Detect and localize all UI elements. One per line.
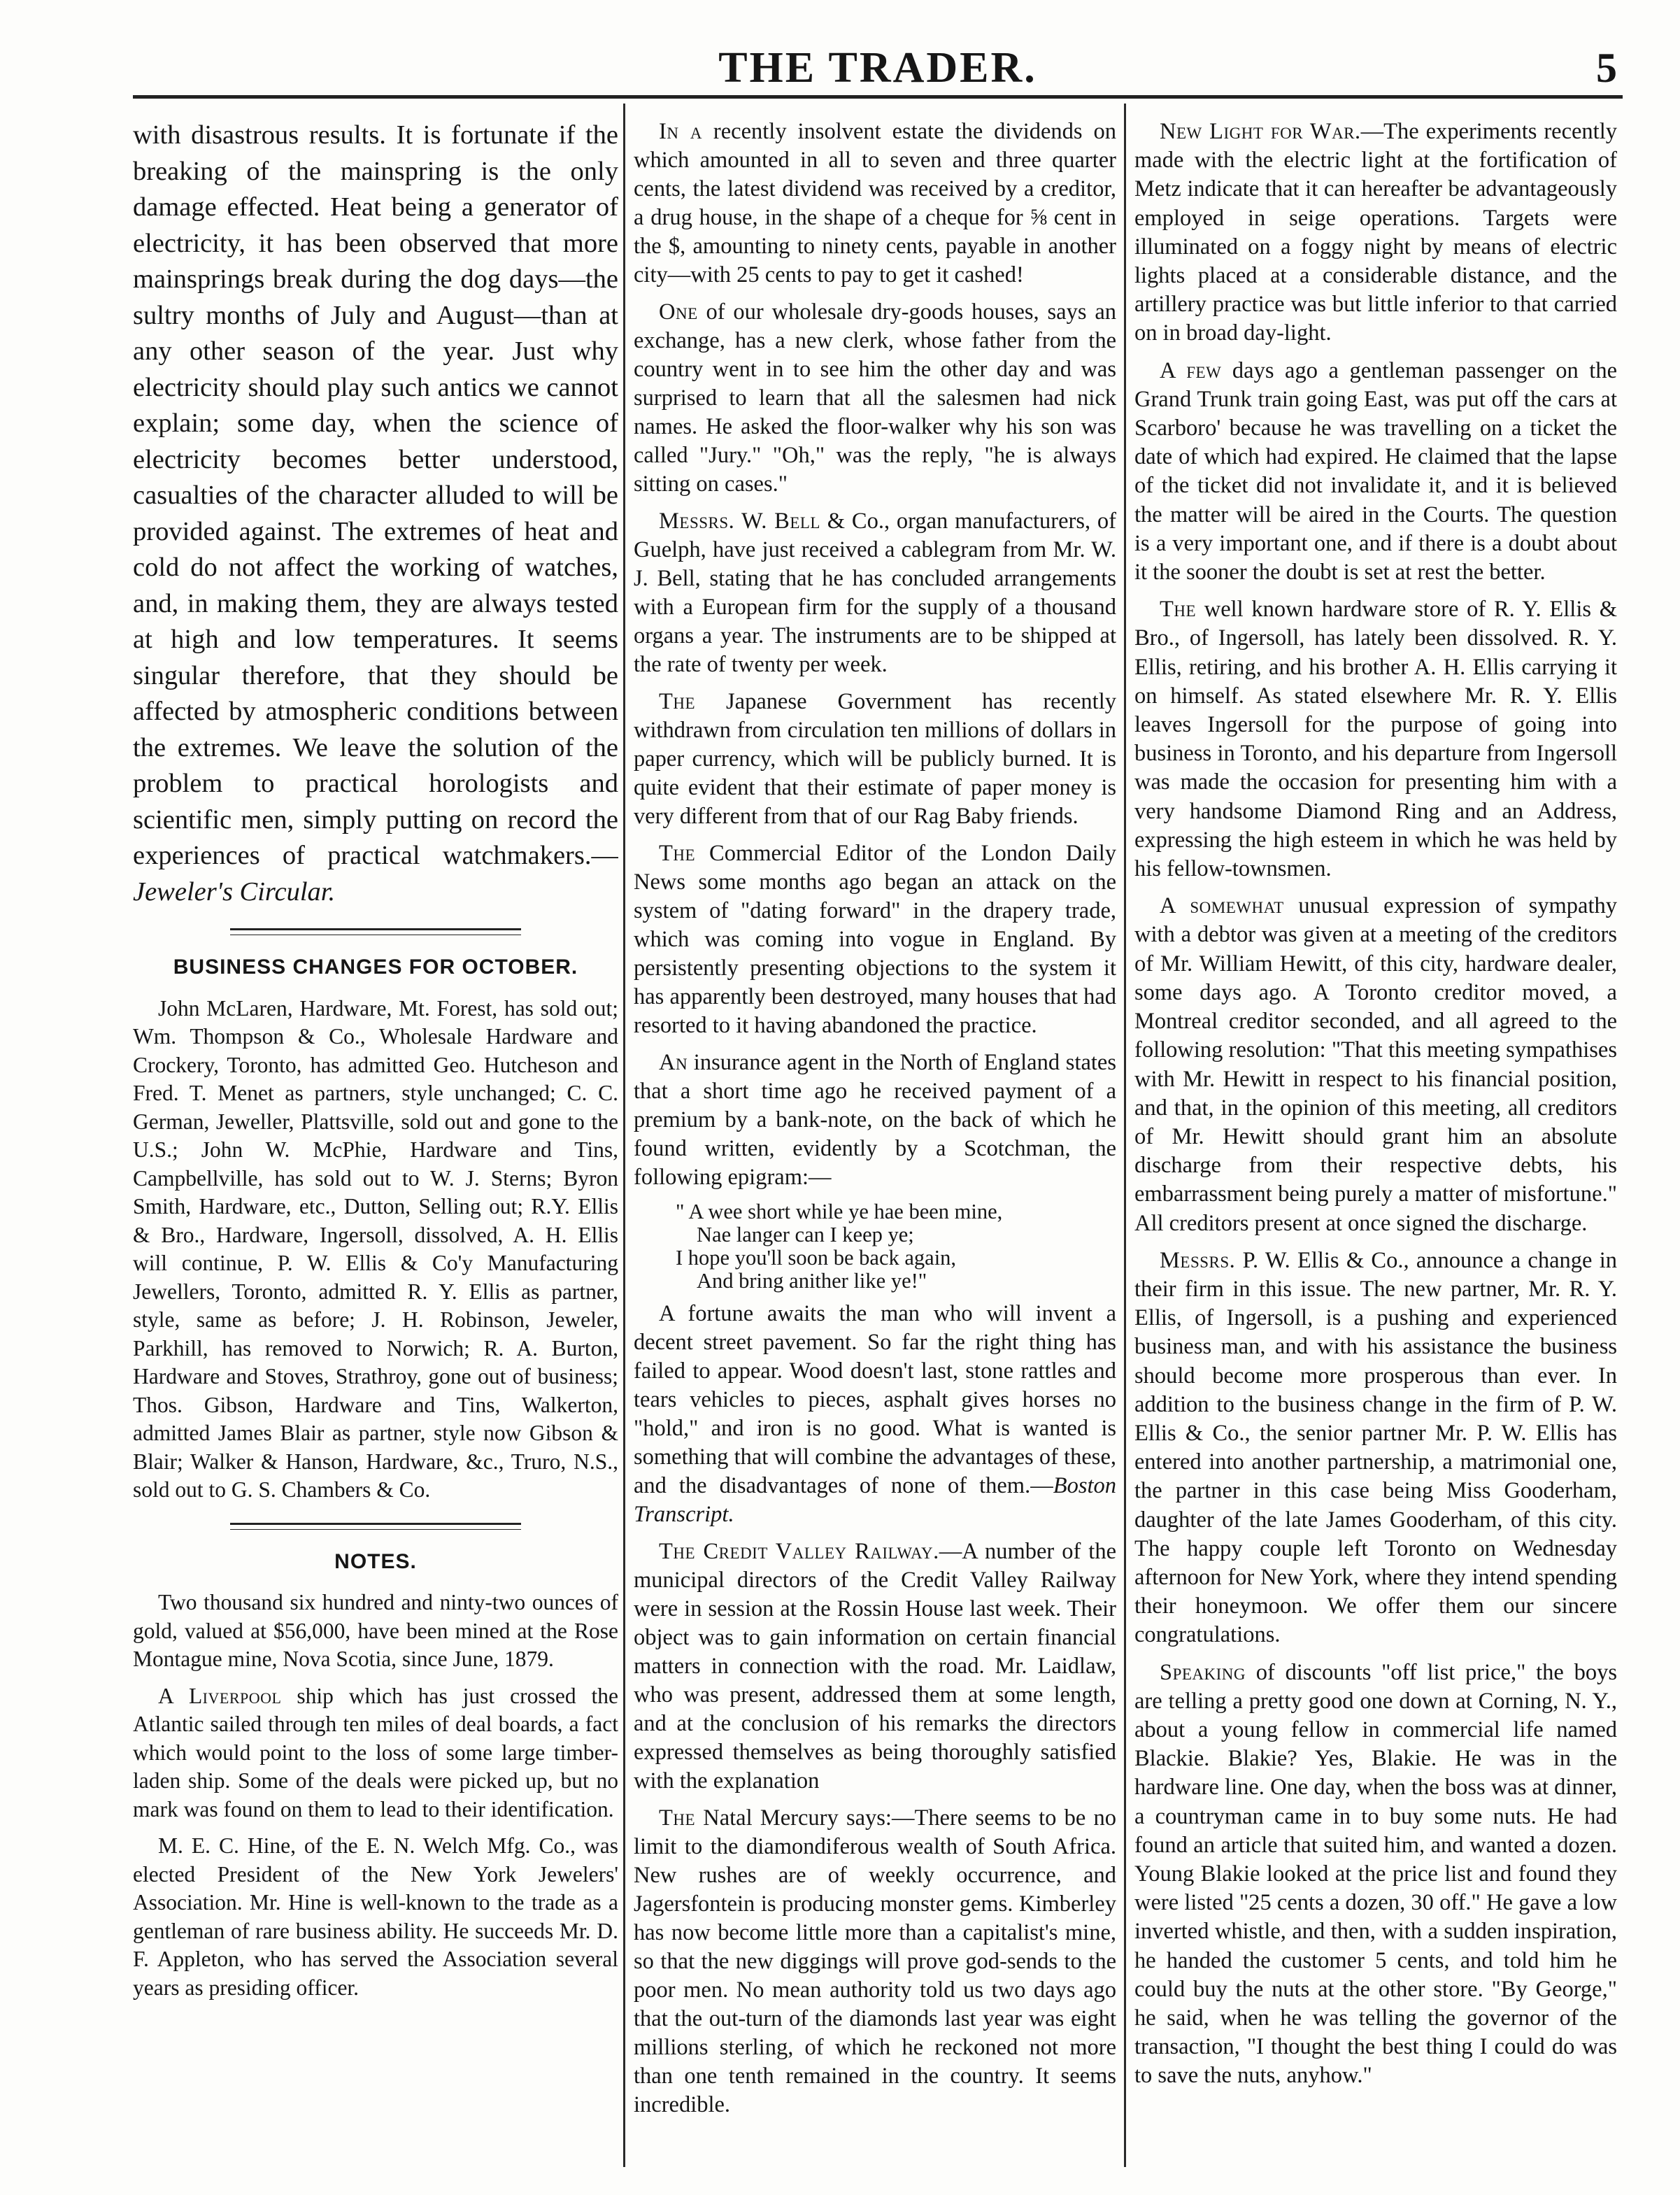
note-item bbox=[133, 1832, 618, 2002]
article-continuation bbox=[133, 118, 618, 910]
item-lead: Messrs. bbox=[1160, 1247, 1236, 1273]
verse-line: " A wee short while ye hae been mine, bbox=[676, 1200, 1003, 1223]
section-heading-business-changes: BUSINESS CHANGES FOR OCTOBER. bbox=[173, 956, 578, 979]
news-item bbox=[1134, 892, 1617, 1237]
item-lead: A few bbox=[1160, 357, 1222, 383]
item-lead: The bbox=[659, 1805, 696, 1831]
business-changes-section bbox=[133, 953, 618, 2002]
section-heading-notes: NOTES. bbox=[334, 1549, 417, 1573]
item-text: of our wholesale dry-goods houses, says an exchange, has a new clerk, whose father from the country went in to see him the other day and was surprised to learn that all the salesmen had nick names. He asked the floor-walker why his son was called "Jury." "Oh," was the reply, "he is always sitting on cases." bbox=[634, 299, 1116, 497]
news-item bbox=[634, 1537, 1116, 1796]
column-middle bbox=[634, 118, 1116, 2167]
item-text: & Co., organ manufacturers, of Guelph, have just received a cablegram from Mr. W. J. Bell, stating that he has concluded arrangements with a European firm for the supply of a thousand organs a year. The instruments are to be shipped at the rate of twenty per week. bbox=[634, 509, 1116, 677]
column-rule bbox=[1124, 104, 1126, 2167]
news-item bbox=[1134, 118, 1617, 348]
item-text: —The experiments recently made with the electric light at the fortification of Metz indicate that it can hereafter be advantageously employed in seige operations. Targets were illuminated on a foggy night by means of electric lights placed at a considerable distance, and the artillery practice was but little inferior to that carried on in broad day-light. bbox=[1134, 119, 1617, 346]
news-item bbox=[1134, 357, 1617, 588]
item-text: recently insolvent estate the dividends on which amounted in all to seven and three quarter cents, the latest dividend was received by a creditor, a drug house, in the shape of a cheque for ⅝ cent in the $, amounting to ninety cents, payable in another city—with 25 cents to pay to get it cashed! bbox=[634, 119, 1116, 287]
news-item bbox=[634, 688, 1116, 831]
news-item bbox=[1134, 1246, 1617, 1650]
verse-line: I hope you'll soon be back again, bbox=[676, 1246, 957, 1270]
item-text: —A number of the municipal directors of the Credit Valley Railway were in session at the Rossin House last week. Their object was to gain information on certain financial matters in connection with the road. Mr. Laidlaw, who was present, addressed them at some length, and at the conclusion of his remarks the directors expressed themselves as being thoroughly satisfied with the explanation bbox=[634, 1539, 1116, 1793]
item-lead: Messrs. W. Bell bbox=[659, 509, 820, 534]
item-text: Japanese Government has recently withdrawn from circulation ten millions of dollars in paper currency, which will be publicly burned. It is quite evident that their estimate of paper money is very different from that of our Rag Baby friends. bbox=[634, 689, 1116, 829]
item-text: P. W. Ellis & Co., announce a change in their firm in this issue. The new partner, Mr. R. Y. Ellis, of Ingersoll, is a pushing and experienced business man, and with his assistance the business should become more prosperous than ever. In addition to the business change in the firm of P. W. Ellis & Co., the senior partner Mr. P. W. Ellis has entered into another partnership, a matrimonial one, the partner in this case being Miss Gooderham, daughter of the late James Gooderham, of this city. The happy couple left Toronto on Wednesday afternoon for New York, where they intend spending their honeymoon. We offer them our sincere congratulations. bbox=[1134, 1247, 1617, 1648]
note-text: Two thousand six hundred and ninty-two ounces of gold, valued at $56,000, have been mined at the Rose Montague mine, Nova Scotia, since June, 1879. bbox=[133, 1590, 618, 1671]
item-text: days ago a gentleman passenger on the Grand Trunk train going East, was put off the cars at Scarboro' because he was travelling on a ticket the date of which had expired. He claimed that the lapse of the ticket did not invalidate it, and it is believed the matter will be aired in the Courts. The question is a very important one, and if there is a doubt about it the sooner the doubt is set at rest the better. bbox=[1134, 357, 1617, 585]
column-left bbox=[133, 118, 618, 2167]
epigram-verse bbox=[676, 1200, 1116, 1293]
item-lead: One bbox=[659, 299, 698, 325]
note-lead: A Liverpool bbox=[158, 1683, 282, 1708]
item-lead: The Credit Valley Railway. bbox=[659, 1539, 939, 1564]
section-divider bbox=[230, 928, 521, 935]
note-text: M. E. C. Hine, of the E. N. Welch Mfg. Co., was elected President of the New York Jewelers' Association. Mr. Hine is well-known to the trade as a gentleman of rare business ability. He succeeds Mr. D. F. Appleton, who has served the Association several years as presiding officer. bbox=[133, 1833, 618, 2000]
item-text: of discounts "off list price," the boys are telling a pretty good one down at Corning, N. Y., about a young fellow in commercial life named Blackie. Blakie? Yes, Blakie. He was in the hardware line. One day, when the boss was at dinner, a countryman came in to buy some nuts. He had found an article that suited him, and wanted a dozen. Young Blakie looked at the price list and found they were listed "25 cents a dozen, 30 off." He gave a low inverted whistle, and then, with a sudden inspiration, he handed the customer 5 cents, and told him he could buy the nuts at the other store. "By George," he said, when he was telling the governor of the transaction, "I thought the best thing I could do was to save the nuts, anyhow." bbox=[1134, 1659, 1617, 2089]
item-source: Boston Transcript. bbox=[634, 1473, 1116, 1527]
note-item bbox=[133, 1682, 618, 1824]
item-lead: A somewhat bbox=[1160, 893, 1284, 919]
news-item bbox=[634, 1300, 1116, 1529]
article-text: with disastrous results. It is fortunate if the breaking of the mainspring is the only damage effected. Heat being a generator of electricity, it has been observed that more mainsprings break during the dog days—the sultry months of July and August—than at any other season of the year. Just why electricity should play such antics we cannot explain; some day, when the science of electricity becomes better understood, casualties of the character alluded to will be provided against. The extremes of heat and cold do not affect the working of watches, and, in making them, they are always tested at high and low temperatures. It seems singular therefore, that they should be affected by atmospheric conditions between the extremes. We leave the solution of the problem to practical horologists and scientific men, simply putting on record the experiences of practical watchmakers.— bbox=[133, 120, 618, 870]
item-lead: The bbox=[1160, 597, 1197, 623]
journal-title: THE TRADER. bbox=[718, 44, 1037, 92]
item-lead: An bbox=[659, 1050, 688, 1075]
item-lead: Speaking bbox=[1160, 1659, 1246, 1685]
news-item bbox=[634, 839, 1116, 1040]
item-text: insurance agent in the North of England states that a short time ago he received payment of a premium by a bank-note, on the back of which he found written, evidently by a Scotchman, the following epigram:— bbox=[634, 1050, 1116, 1190]
news-item bbox=[634, 298, 1116, 499]
column-right bbox=[1134, 118, 1617, 2167]
verse-line: And bring anither like ye!" bbox=[697, 1269, 927, 1293]
verse-line: Nae langer can I keep ye; bbox=[697, 1223, 914, 1246]
news-item bbox=[634, 118, 1116, 290]
item-lead: The bbox=[659, 689, 696, 714]
item-lead: New Light for War. bbox=[1160, 119, 1361, 144]
page-number: 5 bbox=[1596, 45, 1617, 91]
news-item bbox=[1134, 1658, 1617, 2091]
news-item bbox=[1134, 595, 1617, 883]
article-source: Jeweler's Circular. bbox=[133, 876, 336, 907]
news-item bbox=[634, 1804, 1116, 2119]
section-divider bbox=[230, 1523, 521, 1530]
item-lead: The bbox=[659, 841, 696, 866]
item-text: well known hardware store of R. Y. Ellis & Bro., of Ingersoll, has lately been dissolved. R. Y. Ellis, retiring, and his brother A. H. Ellis carrying it on himself. As stated elsewhere Mr. R. Y. Ellis leaves Ingersoll for the purpose of going into business in Toronto, and his departure from Ingersoll was made the occasion for presenting him with a very handsome Diamond Ring and an Address, expressing the high esteem in which he was held by his fellow-townsmen. bbox=[1134, 597, 1617, 882]
news-item bbox=[634, 1049, 1116, 1192]
running-head bbox=[133, 39, 1623, 99]
column-rule bbox=[623, 104, 625, 2167]
business-changes-text: John McLaren, Hardware, Mt. Forest, has sold out; Wm. Thompson & Co., Wholesale Hardware and Crockery, Toronto, has admitted Geo. Hutcheson and Fred. T. Menet as partners, style unchanged; C. C. German, Jeweller, Plattsville, sold out and gone to the U.S.; John W. McPhie, Hardware and Tins, Campbellville, has sold out to W. J. Sterns; Byron Smith, Hardware, etc., Dutton, Selling out; R.Y. Ellis & Bro., Hardware, Ingersoll, dissolved, A. H. Ellis will continue, P. W. Ellis & Co'y Manufacturing Jewellers, Toronto, admitted R. Y. Ellis as partner, style, same as before; J. H. Robinson, Jeweler, Parkhill, has removed to Norwich; R. A. Burton, Hardware and Stoves, Strathroy, gone out of business; Thos. Gibson, Hardware and Tins, Walkerton, admitted James Blair as partner, style now Gibson & Blair; Walker & Hanson, Hardware, &c., Truro, N.S., sold out to G. S. Chambers & Co. bbox=[133, 995, 618, 1502]
news-item bbox=[634, 507, 1116, 679]
item-text: A fortune awaits the man who will invent a decent street pavement. So far the right thing has failed to appear. Wood doesn't last, stone rattles and tears vehicles to pieces, asphalt gives horses no "hold," and iron is no good. What is wanted is something that will combine the advantages of these, and the disadvantages of none of them.— bbox=[634, 1301, 1116, 1498]
item-text: Commercial Editor of the London Daily News some months ago began an attack on the system of "dating forward" in the drapery trade, which was coming into vogue in England. By persistently presenting objections to the system it has apparently been destroyed, many houses that had resorted to it having abandoned the practice. bbox=[634, 841, 1116, 1038]
note-item bbox=[133, 1589, 618, 1674]
note-text: ship which has just crossed the Atlantic sailed through ten miles of deal boards, a fact which would point to the loss of some large timber-laden ship. Some of the deals were picked up, but no mark was found on them to lead to their identification. bbox=[133, 1683, 618, 1821]
item-lead: In a bbox=[659, 119, 702, 144]
item-text: Natal Mercury says:—There seems to be no limit to the diamondiferous wealth of South Africa. New rushes are of weekly occurrence, and Jagersfontein is producing monster gems. Kimberley has now become little more than a capitalist's mine, so that the new diggings will prove god-sends to the poor men. No mean authority told us two days ago that the out-turn of the diamonds last year was eight millions sterling, of which he reckoned not more than one tenth remained in the country. It seems incredible. bbox=[634, 1805, 1116, 2117]
item-text: unusual expression of sympathy with a debtor was given at a meeting of the creditors of Mr. William Hewitt, of this city, hardware dealer, some days ago. A Toronto creditor moved, a Montreal creditor seconded, and all agreed to the following resolution: "That this meeting sympathises with Mr. Hewitt in respect to his financial position, and that, in the opinion of this meeting, all creditors of Mr. Hewitt should grant him an absolute discharge from their respective debts, his embarrassment being purely a matter of misfortune." All creditors present at once signed the discharge. bbox=[1134, 893, 1617, 1236]
